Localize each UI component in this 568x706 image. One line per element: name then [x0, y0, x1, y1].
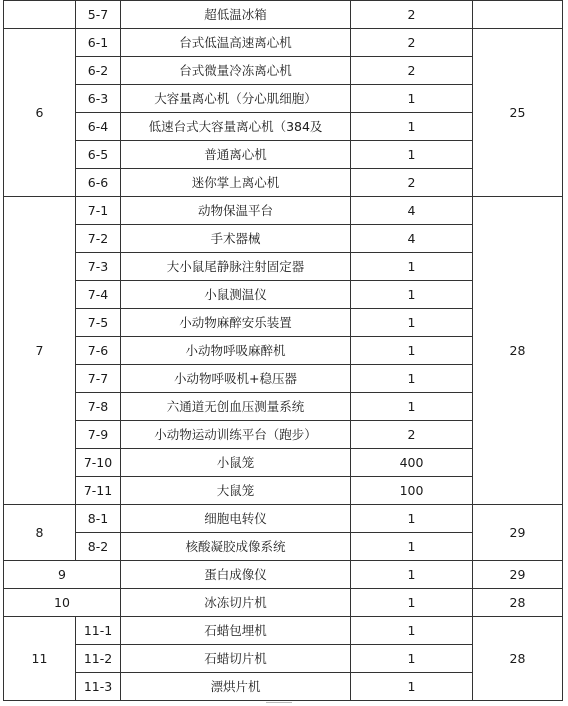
item-name: 漂烘片机: [121, 673, 351, 701]
item-code: 6-6: [76, 169, 121, 197]
item-code: 7-3: [76, 253, 121, 281]
group-cell-continued: [4, 1, 76, 29]
room-number: 29: [473, 505, 563, 561]
item-qty: 2: [351, 169, 473, 197]
item-qty: 1: [351, 393, 473, 421]
item-qty: 1: [351, 617, 473, 645]
item-qty: 1: [351, 505, 473, 533]
item-name: 小动物运动训练平台（跑步）: [121, 421, 351, 449]
item-qty: 1: [351, 337, 473, 365]
group-id: 9: [4, 561, 121, 589]
item-qty: 100: [351, 477, 473, 505]
item-code: 6-5: [76, 141, 121, 169]
item-code: 6-3: [76, 85, 121, 113]
equipment-table: [3, 0, 563, 701]
room-number: 28: [473, 589, 563, 617]
item-qty: 1: [351, 673, 473, 701]
item-code: 8-1: [76, 505, 121, 533]
item-qty: 1: [351, 281, 473, 309]
item-qty: 1: [351, 85, 473, 113]
room-number: 28: [473, 197, 563, 505]
item-name: 六通道无创血压测量系统: [121, 393, 351, 421]
item-name: 石蜡包埋机: [121, 617, 351, 645]
item-code: 7-7: [76, 365, 121, 393]
item-name: 小动物呼吸麻醉机: [121, 337, 351, 365]
item-name: 核酸凝胶成像系统: [121, 533, 351, 561]
item-code: 7-6: [76, 337, 121, 365]
room-number: 29: [473, 561, 563, 589]
room-cell-continued: [473, 1, 563, 29]
room-number: 28: [473, 617, 563, 701]
item-code: 7-11: [76, 477, 121, 505]
item-code: 11-3: [76, 673, 121, 701]
item-qty: 2: [351, 421, 473, 449]
item-code: 11-1: [76, 617, 121, 645]
item-code: 6-2: [76, 57, 121, 85]
group-id: 6: [4, 29, 76, 197]
item-qty: 1: [351, 645, 473, 673]
item-qty: 4: [351, 225, 473, 253]
group-id: 8: [4, 505, 76, 561]
item-code: 7-1: [76, 197, 121, 225]
item-name: 动物保温平台: [121, 197, 351, 225]
item-name: 超低温冰箱: [121, 1, 351, 29]
item-qty: 1: [351, 561, 473, 589]
item-name: 低速台式大容量离心机（384及: [121, 113, 351, 141]
table-row: [4, 589, 563, 617]
item-name: 普通离心机: [121, 141, 351, 169]
group-id: 10: [4, 589, 121, 617]
item-qty: 1: [351, 141, 473, 169]
item-qty: 1: [351, 365, 473, 393]
group-id: 7: [4, 197, 76, 505]
item-qty: 1: [351, 533, 473, 561]
group-id: 11: [4, 617, 76, 701]
item-qty: 2: [351, 1, 473, 29]
table-row: [4, 197, 563, 225]
table-row: [4, 617, 563, 645]
table-row: [4, 561, 563, 589]
item-code: 7-8: [76, 393, 121, 421]
table-row: [4, 505, 563, 533]
item-name: 手术器械: [121, 225, 351, 253]
item-name: 小动物呼吸机+稳压器: [121, 365, 351, 393]
table-row: [4, 1, 563, 29]
item-code: 7-10: [76, 449, 121, 477]
item-name: 冰冻切片机: [121, 589, 351, 617]
item-code: 6-1: [76, 29, 121, 57]
item-name: 台式低温高速离心机: [121, 29, 351, 57]
item-name: 小鼠测温仪: [121, 281, 351, 309]
item-code: 11-2: [76, 645, 121, 673]
item-name: 小动物麻醉安乐装置: [121, 309, 351, 337]
item-name: 细胞电转仪: [121, 505, 351, 533]
item-qty: 1: [351, 589, 473, 617]
item-code: 8-2: [76, 533, 121, 561]
table-row: [4, 29, 563, 57]
page-edge-mark: [266, 702, 292, 705]
item-name: 大容量离心机（分心肌细胞）: [121, 85, 351, 113]
item-qty: 2: [351, 29, 473, 57]
item-name: 大小鼠尾静脉注射固定器: [121, 253, 351, 281]
item-qty: 1: [351, 113, 473, 141]
item-code: 7-4: [76, 281, 121, 309]
item-code: 7-9: [76, 421, 121, 449]
item-code: 5-7: [76, 1, 121, 29]
item-code: 7-2: [76, 225, 121, 253]
item-code: 7-5: [76, 309, 121, 337]
item-name: 台式微量冷冻离心机: [121, 57, 351, 85]
item-qty: 2: [351, 57, 473, 85]
item-qty: 1: [351, 253, 473, 281]
room-number: 25: [473, 29, 563, 197]
item-qty: 1: [351, 309, 473, 337]
item-name: 蛋白成像仪: [121, 561, 351, 589]
item-name: 大鼠笼: [121, 477, 351, 505]
item-name: 石蜡切片机: [121, 645, 351, 673]
item-name: 小鼠笼: [121, 449, 351, 477]
item-qty: 400: [351, 449, 473, 477]
item-name: 迷你掌上离心机: [121, 169, 351, 197]
item-qty: 4: [351, 197, 473, 225]
item-code: 6-4: [76, 113, 121, 141]
